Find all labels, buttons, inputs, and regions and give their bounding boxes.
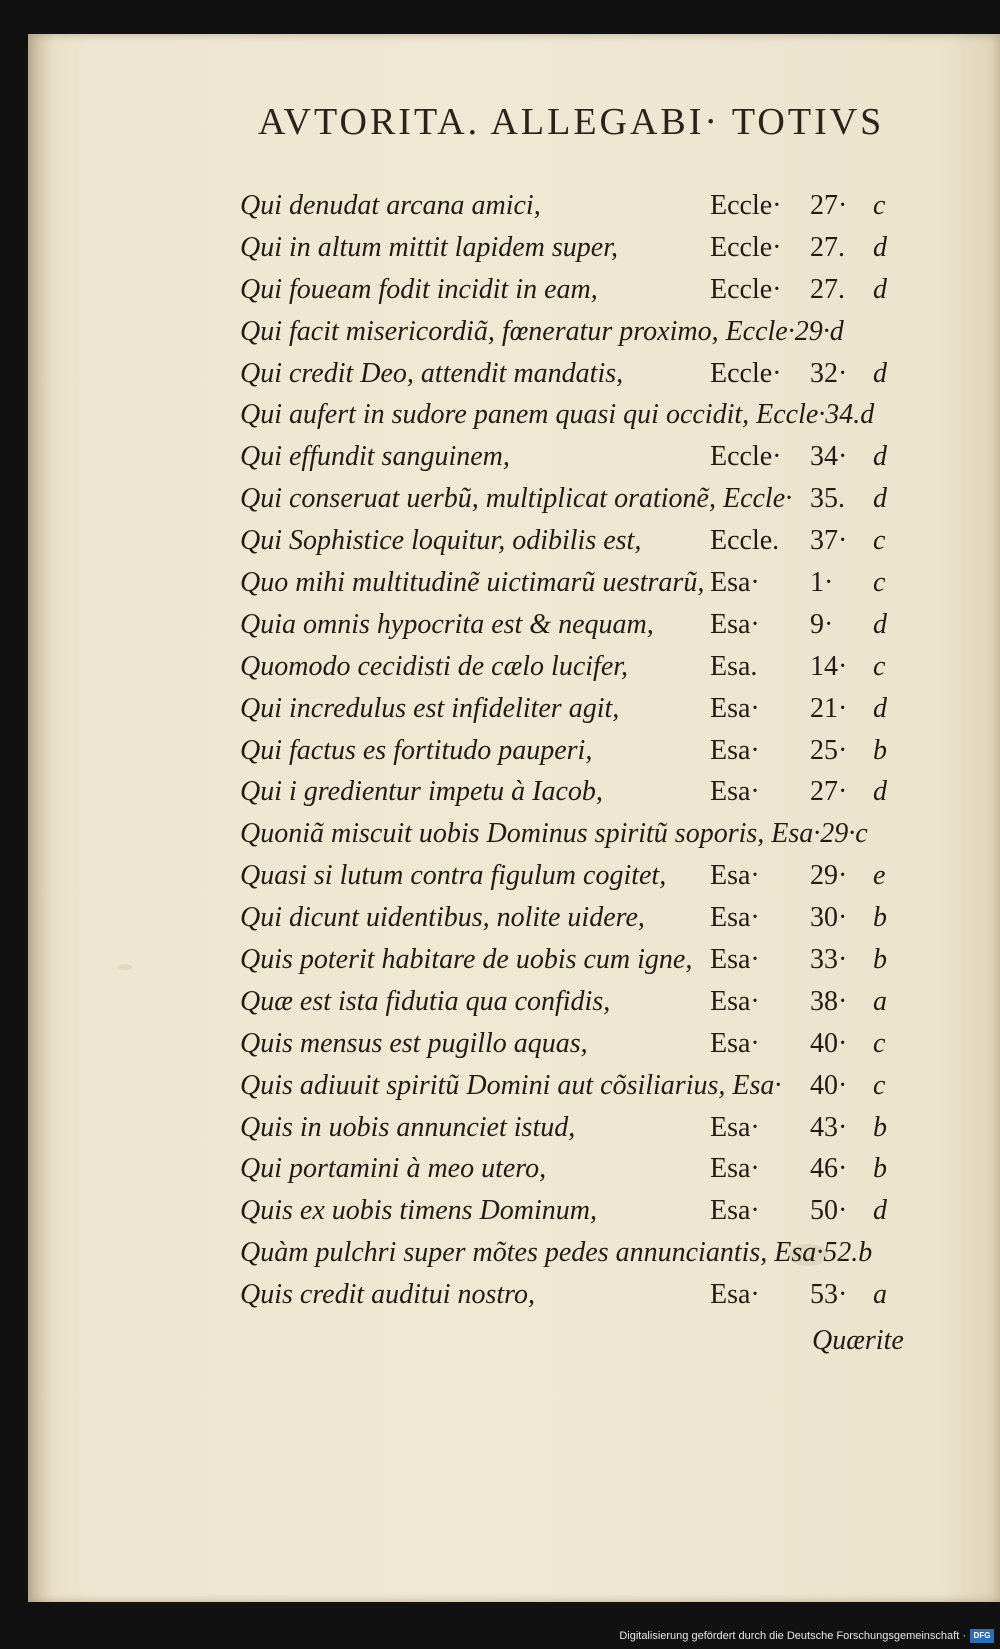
- entry-section: b: [873, 902, 887, 934]
- index-entry: [240, 1107, 930, 1149]
- entry-section: b: [873, 1153, 887, 1185]
- entry-section: c: [873, 190, 886, 221]
- entry-book: Esa·: [710, 734, 760, 766]
- index-entry: [240, 562, 930, 604]
- entry-book: Esa·: [710, 1153, 760, 1185]
- index-entry: [240, 269, 930, 311]
- entry-text: Qui portamini à meo utero,: [240, 1153, 547, 1185]
- index-entry: [240, 1274, 930, 1316]
- entry-book: Esa·: [710, 776, 760, 808]
- index-entry: [240, 1232, 930, 1274]
- entry-book: Esa·: [710, 567, 760, 599]
- entry-book: Esa·: [710, 1111, 760, 1143]
- entry-section: a: [873, 985, 887, 1017]
- entry-text: Quo mihi multitudinẽ uictimarũ uestrarũ,: [240, 567, 705, 599]
- entry-section: d: [873, 231, 887, 263]
- entry-chapter: 33·: [810, 944, 848, 976]
- entry-book: Eccle·: [710, 441, 782, 473]
- entry-section: d: [873, 1195, 887, 1227]
- digitization-credit: Digitalisierung gefördert durch die Deutsche Forschungsgemeinschaft ·: [619, 1630, 966, 1642]
- index-entry: [240, 771, 930, 813]
- entry-text: Quia omnis hypocrita est & nequam,: [240, 608, 654, 640]
- index-entry: [240, 394, 930, 436]
- entry-section: d: [873, 776, 887, 808]
- entry-chapter: 46·: [810, 1153, 848, 1185]
- entry-book: Esa·: [710, 1279, 760, 1311]
- entry-section: d: [873, 608, 887, 640]
- entry-text: Qui dicunt uidentibus, nolite uidere,: [240, 902, 645, 934]
- entry-chapter: 30·: [810, 902, 848, 934]
- entry-text: Qui denudat arcana amici,: [240, 190, 541, 221]
- entry-chapter: 40·: [810, 1027, 848, 1059]
- entry-book: Esa·: [710, 692, 760, 724]
- index-entry: [240, 227, 930, 269]
- entry-text: Quis ex uobis timens Dominum,: [240, 1195, 597, 1227]
- entry-chapter: 9·: [810, 608, 834, 640]
- entry-chapter: 40·: [810, 1069, 848, 1101]
- index-entry: [240, 604, 930, 646]
- entry-chapter: 27·: [810, 190, 848, 221]
- entry-book: Esa·: [710, 608, 760, 640]
- index-entry: [240, 730, 930, 772]
- entry-section: b: [873, 1111, 887, 1143]
- index-entry: [240, 813, 930, 855]
- index-entry: [240, 353, 930, 395]
- index-entry: [240, 1023, 930, 1065]
- entry-chapter: 53·: [810, 1279, 848, 1311]
- entry-section: c: [873, 1069, 886, 1101]
- entry-chapter: 21·: [810, 692, 848, 724]
- entry-text: Qui facit misericordiã, fœneratur proximo, Eccle·29·d: [240, 315, 844, 347]
- entry-text: Qui i gredientur impetu à Iacob,: [240, 776, 603, 808]
- entry-chapter: 50·: [810, 1195, 848, 1227]
- index-entry: [240, 688, 930, 730]
- entry-section: c: [873, 567, 886, 599]
- entry-book: Eccle·: [710, 231, 782, 263]
- entry-section: e: [873, 860, 886, 892]
- entry-book: Eccle.: [710, 525, 780, 557]
- index-entries: [240, 185, 930, 1316]
- entry-section: d: [873, 441, 887, 473]
- index-entry: [240, 1065, 930, 1107]
- entry-text: Qui aufert in sudore panem quasi qui occidit, Eccle·34.d: [240, 399, 875, 431]
- entry-section: c: [873, 650, 886, 682]
- entry-book: Esa·: [710, 944, 760, 976]
- entry-text: Qui conseruat uerbũ, multiplicat orationẽ, Eccle·: [240, 483, 793, 515]
- entry-chapter: 32·: [810, 357, 848, 389]
- entry-chapter: 27.: [810, 231, 845, 263]
- entry-text: Quis in uobis annunciet istud,: [240, 1111, 576, 1143]
- index-entry: [240, 185, 930, 227]
- entry-chapter: 43·: [810, 1111, 848, 1143]
- entry-section: d: [873, 357, 887, 389]
- index-entry: [240, 311, 930, 353]
- index-entry: [240, 478, 930, 520]
- index-entry: [240, 520, 930, 562]
- entry-section: c: [873, 1027, 886, 1059]
- entry-book: Esa·: [710, 985, 760, 1017]
- entry-text: Quis poterit habitare de uobis cum igne,: [240, 944, 693, 976]
- entry-chapter: 14·: [810, 650, 848, 682]
- entry-chapter: 38·: [810, 985, 848, 1017]
- paper-stain: [118, 964, 132, 970]
- entry-chapter: 1·: [810, 567, 834, 599]
- entry-text: Qui in altum mittit lapidem super,: [240, 231, 618, 263]
- entry-section: d: [873, 692, 887, 724]
- entry-book: Esa·: [710, 902, 760, 934]
- index-entry: [240, 981, 930, 1023]
- entry-text: Quis mensus est pugillo aquas,: [240, 1027, 588, 1059]
- entry-text: Quæ est ista fidutia qua confidis,: [240, 985, 611, 1017]
- entry-text: Qui effundit sanguinem,: [240, 441, 510, 473]
- index-entry: [240, 1148, 930, 1190]
- entry-text: Quis adiuuit spiritũ Domini aut cõsiliarius, Esa·: [240, 1069, 782, 1101]
- entry-section: b: [873, 944, 887, 976]
- entry-text: Qui factus es fortitudo pauperi,: [240, 734, 593, 766]
- entry-chapter: 34·: [810, 441, 848, 473]
- entry-book: Esa·: [710, 1195, 760, 1227]
- dfg-logo-icon: DFG: [970, 1629, 994, 1643]
- index-entry: [240, 855, 930, 897]
- entry-book: Eccle·: [710, 273, 782, 305]
- entry-text: Quàm pulchri super mõtes pedes annunciantis, Esa·52.b: [240, 1237, 873, 1269]
- entry-chapter: 37·: [810, 525, 848, 557]
- entry-section: c: [873, 525, 886, 557]
- entry-chapter: 35.: [810, 483, 845, 515]
- entry-book: Eccle·: [710, 357, 782, 389]
- index-entry: [240, 939, 930, 981]
- catchword: Quærite: [812, 1325, 904, 1356]
- entry-text: Quoniã miscuit uobis Dominus spiritũ soporis, Esa·29·c: [240, 818, 868, 850]
- entry-book: Eccle·: [710, 190, 782, 221]
- entry-text: Qui incredulus est infideliter agit,: [240, 692, 620, 724]
- entry-text: Quasi si lutum contra figulum cogitet,: [240, 860, 667, 892]
- index-entry: [240, 897, 930, 939]
- entry-text: Qui credit Deo, attendit mandatis,: [240, 357, 624, 389]
- entry-chapter: 27.: [810, 273, 845, 305]
- entry-chapter: 25·: [810, 734, 848, 766]
- index-entry: [240, 1190, 930, 1232]
- entry-text: Quomodo cecidisti de cælo lucifer,: [240, 650, 629, 682]
- index-entry: [240, 646, 930, 688]
- entry-book: Esa·: [710, 860, 760, 892]
- entry-chapter: 29·: [810, 860, 848, 892]
- entry-text: Quis credit auditui nostro,: [240, 1279, 536, 1311]
- entry-text: Qui foueam fodit incidit in eam,: [240, 273, 598, 305]
- entry-section: b: [873, 734, 887, 766]
- entry-section: a: [873, 1279, 887, 1311]
- entry-chapter: 27·: [810, 776, 848, 808]
- entry-section: d: [873, 273, 887, 305]
- entry-text: Qui Sophistice loquitur, odibilis est,: [240, 525, 642, 557]
- entry-book: Esa·: [710, 1027, 760, 1059]
- entry-section: d: [873, 483, 887, 515]
- index-entry: [240, 436, 930, 478]
- running-head: AVTORITA. ALLEGABI· TOTIVS: [258, 101, 885, 143]
- entry-book: Esa.: [710, 650, 758, 682]
